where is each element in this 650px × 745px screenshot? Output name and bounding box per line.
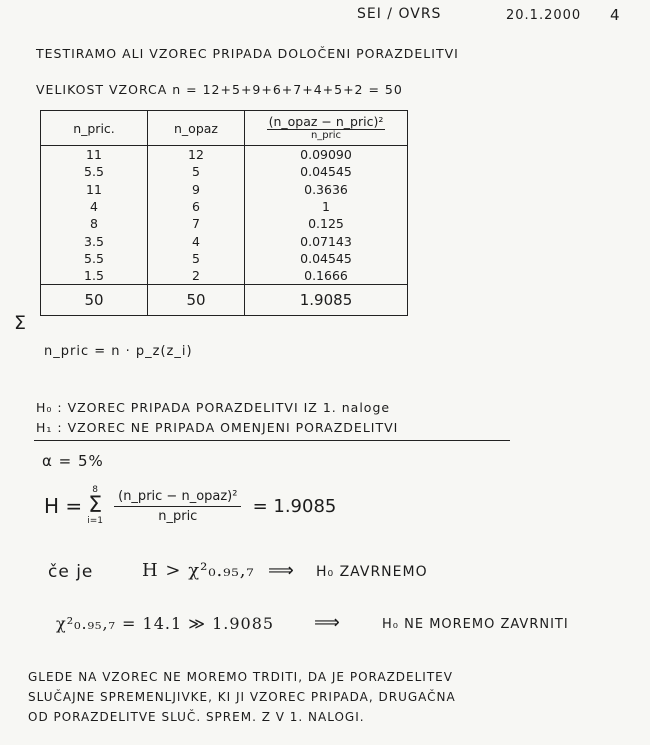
table-row bbox=[41, 215, 408, 232]
condition-inequality: H > χ²₀.₉₅,₇ bbox=[142, 560, 255, 581]
cell-chi-term: 0.3636 bbox=[245, 181, 408, 198]
cell-expected: 3.5 bbox=[41, 232, 148, 249]
expected-formula: n_pric = n · p_z(z_i) bbox=[44, 344, 193, 359]
test-statistic-formula bbox=[44, 486, 336, 526]
sum-expected: 50 bbox=[41, 285, 148, 316]
cell-expected: 8 bbox=[41, 215, 148, 232]
cell-chi-term: 0.125 bbox=[245, 215, 408, 232]
summation bbox=[87, 486, 103, 526]
sum-sign: Σ bbox=[88, 493, 103, 518]
col-chi-term-header bbox=[245, 111, 408, 146]
table-sum-row bbox=[41, 285, 408, 316]
course-label: SEI / OVRS bbox=[357, 6, 442, 22]
date: 20.1.2000 bbox=[506, 8, 582, 23]
col-expected-header: n_pric. bbox=[41, 111, 148, 146]
chi-term-numerator: (n_opaz − n_pric)² bbox=[268, 114, 384, 130]
cell-observed: 2 bbox=[148, 267, 245, 285]
cell-expected: 1.5 bbox=[41, 267, 148, 285]
alpha-level: α = 5% bbox=[42, 452, 104, 470]
table-row bbox=[41, 267, 408, 285]
statistic-denominator: n_pric bbox=[158, 508, 198, 524]
cell-chi-term: 0.07143 bbox=[245, 232, 408, 249]
implies-arrow: ⟹ bbox=[268, 560, 295, 581]
cannot-reject-statement: H₀ NE MOREMO ZAVRNITI bbox=[382, 617, 569, 632]
cell-observed: 5 bbox=[148, 250, 245, 267]
table-row bbox=[41, 181, 408, 198]
cell-expected: 11 bbox=[41, 146, 148, 164]
critical-value-comparison: χ²₀.₉₅,₇ = 14.1 ≫ 1.9085 bbox=[56, 614, 275, 633]
cell-chi-term: 0.1666 bbox=[245, 267, 408, 285]
cell-observed: 6 bbox=[148, 198, 245, 215]
statistic-numerator: (n_pric − n_opaz)² bbox=[114, 489, 241, 507]
cell-expected: 4 bbox=[41, 198, 148, 215]
cell-chi-term: 0.09090 bbox=[245, 146, 408, 164]
sample-size-line: VELIKOST VZORCA n = 12+5+9+6+7+4+5+2 = 50 bbox=[36, 82, 403, 97]
chi-term-denominator: n_pric bbox=[310, 129, 342, 141]
table-row bbox=[41, 163, 408, 180]
sum-lower-limit: i=1 bbox=[87, 516, 104, 526]
cell-observed: 5 bbox=[148, 163, 245, 180]
cell-chi-term: 1 bbox=[245, 198, 408, 215]
divider-line bbox=[34, 440, 510, 441]
table-row bbox=[41, 232, 408, 249]
statistic-value: = 1.9085 bbox=[252, 495, 337, 517]
conclusion-line-1: GLEDE NA VZOREC NE MOREMO TRDITI, DA JE PORAZDELITEV bbox=[28, 670, 453, 684]
cell-observed: 7 bbox=[148, 215, 245, 232]
cell-observed: 9 bbox=[148, 181, 245, 198]
page-title: TESTIRAMO ALI VZOREC PRIPADA DOLOČENI PORAZDELITVI bbox=[36, 46, 459, 61]
sum-observed: 50 bbox=[148, 285, 245, 316]
sum-chi-term: 1.9085 bbox=[245, 285, 408, 316]
cell-expected: 5.5 bbox=[41, 163, 148, 180]
reject-statement: H₀ ZAVRNEMO bbox=[316, 564, 428, 580]
null-hypothesis: H₀ : VZOREC PRIPADA PORAZDELITVI IZ 1. naloge bbox=[36, 400, 391, 415]
implies-arrow-2: ⟹ bbox=[314, 612, 341, 633]
page-number: 4 bbox=[610, 6, 621, 24]
statistic-lhs: H = bbox=[44, 494, 83, 518]
table-row bbox=[41, 250, 408, 267]
cell-expected: 5.5 bbox=[41, 250, 148, 267]
cell-observed: 12 bbox=[148, 146, 245, 164]
col-observed-header: n_opaz bbox=[148, 111, 245, 146]
table-row bbox=[41, 198, 408, 215]
table-header-row bbox=[41, 111, 408, 146]
conclusion-line-2: SLUČAJNE SPREMENLJIVKE, KI JI VZOREC PRIPADA, DRUGAČNA bbox=[28, 690, 456, 704]
sigma-symbol: Σ bbox=[14, 312, 27, 334]
cell-chi-term: 0.04545 bbox=[245, 163, 408, 180]
statistic-fraction bbox=[114, 489, 241, 524]
table-row bbox=[41, 146, 408, 164]
sum-upper-limit: 8 bbox=[92, 485, 98, 495]
condition-prefix: če je bbox=[48, 562, 94, 582]
conclusion-line-3: OD PORAZDELITVE SLUČ. SPREM. Z V 1. NALOGI. bbox=[28, 710, 365, 724]
frequency-table bbox=[40, 110, 408, 316]
cell-chi-term: 0.04545 bbox=[245, 250, 408, 267]
alt-hypothesis: H₁ : VZOREC NE PRIPADA OMENJENI PORAZDELITVI bbox=[36, 420, 399, 435]
cell-observed: 4 bbox=[148, 232, 245, 249]
cell-expected: 11 bbox=[41, 181, 148, 198]
